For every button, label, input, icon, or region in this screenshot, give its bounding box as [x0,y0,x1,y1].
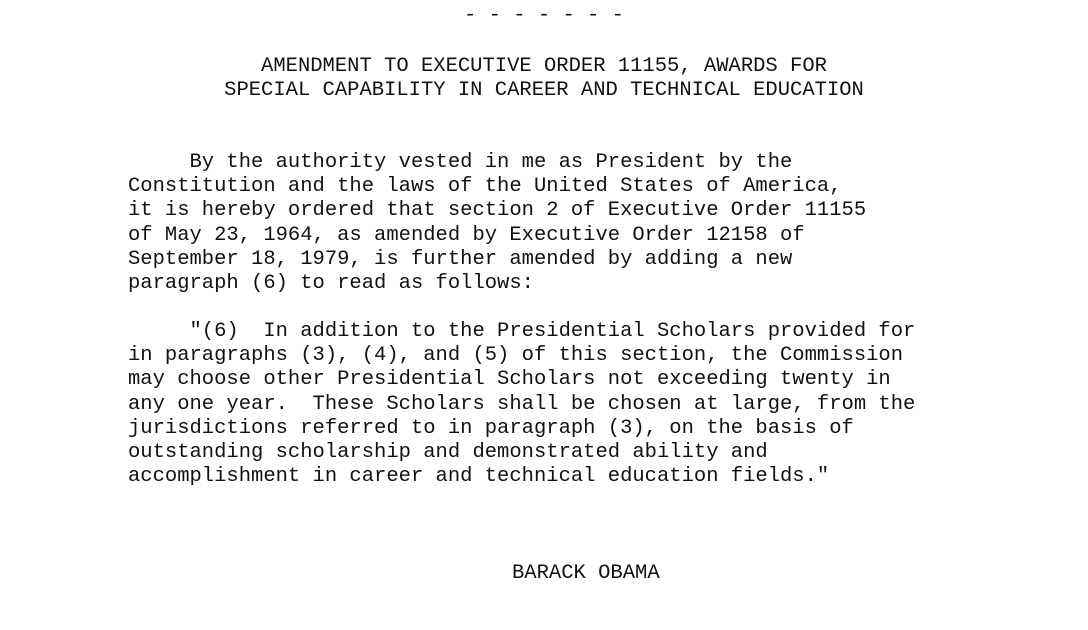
document-title-line-2: SPECIAL CAPABILITY IN CAREER AND TECHNICAL EDUCATION [224,79,864,102]
amendment-paragraph: "(6) In addition to the Presidential Scholars provided for in paragraphs (3), (4), and (5) of this section, the Commission may choose other Presidential Scholars not exceeding twenty in any one year. These Scholars shall be chosen at large, from the jurisdictions referred to in paragraph (3), on the basis of outstanding scholarship and demonstrated ability and accomplishment in career and technical education fields." [128,320,916,489]
section-separator: - - - - - - - [464,4,624,27]
order-paragraph: By the authority vested in me as President by the Constitution and the laws of the United States of America, it is hereby ordered that section 2 of Executive Order 11155 of May 23, 1964, as amended by Executive Order 12158 of September 18, 1979, is further amended by adding a new paragraph (6) to read as follows: [128,151,867,296]
document-title-line-1: AMENDMENT TO EXECUTIVE ORDER 11155, AWARDS FOR [261,55,827,78]
signature: BARACK OBAMA [512,562,660,585]
